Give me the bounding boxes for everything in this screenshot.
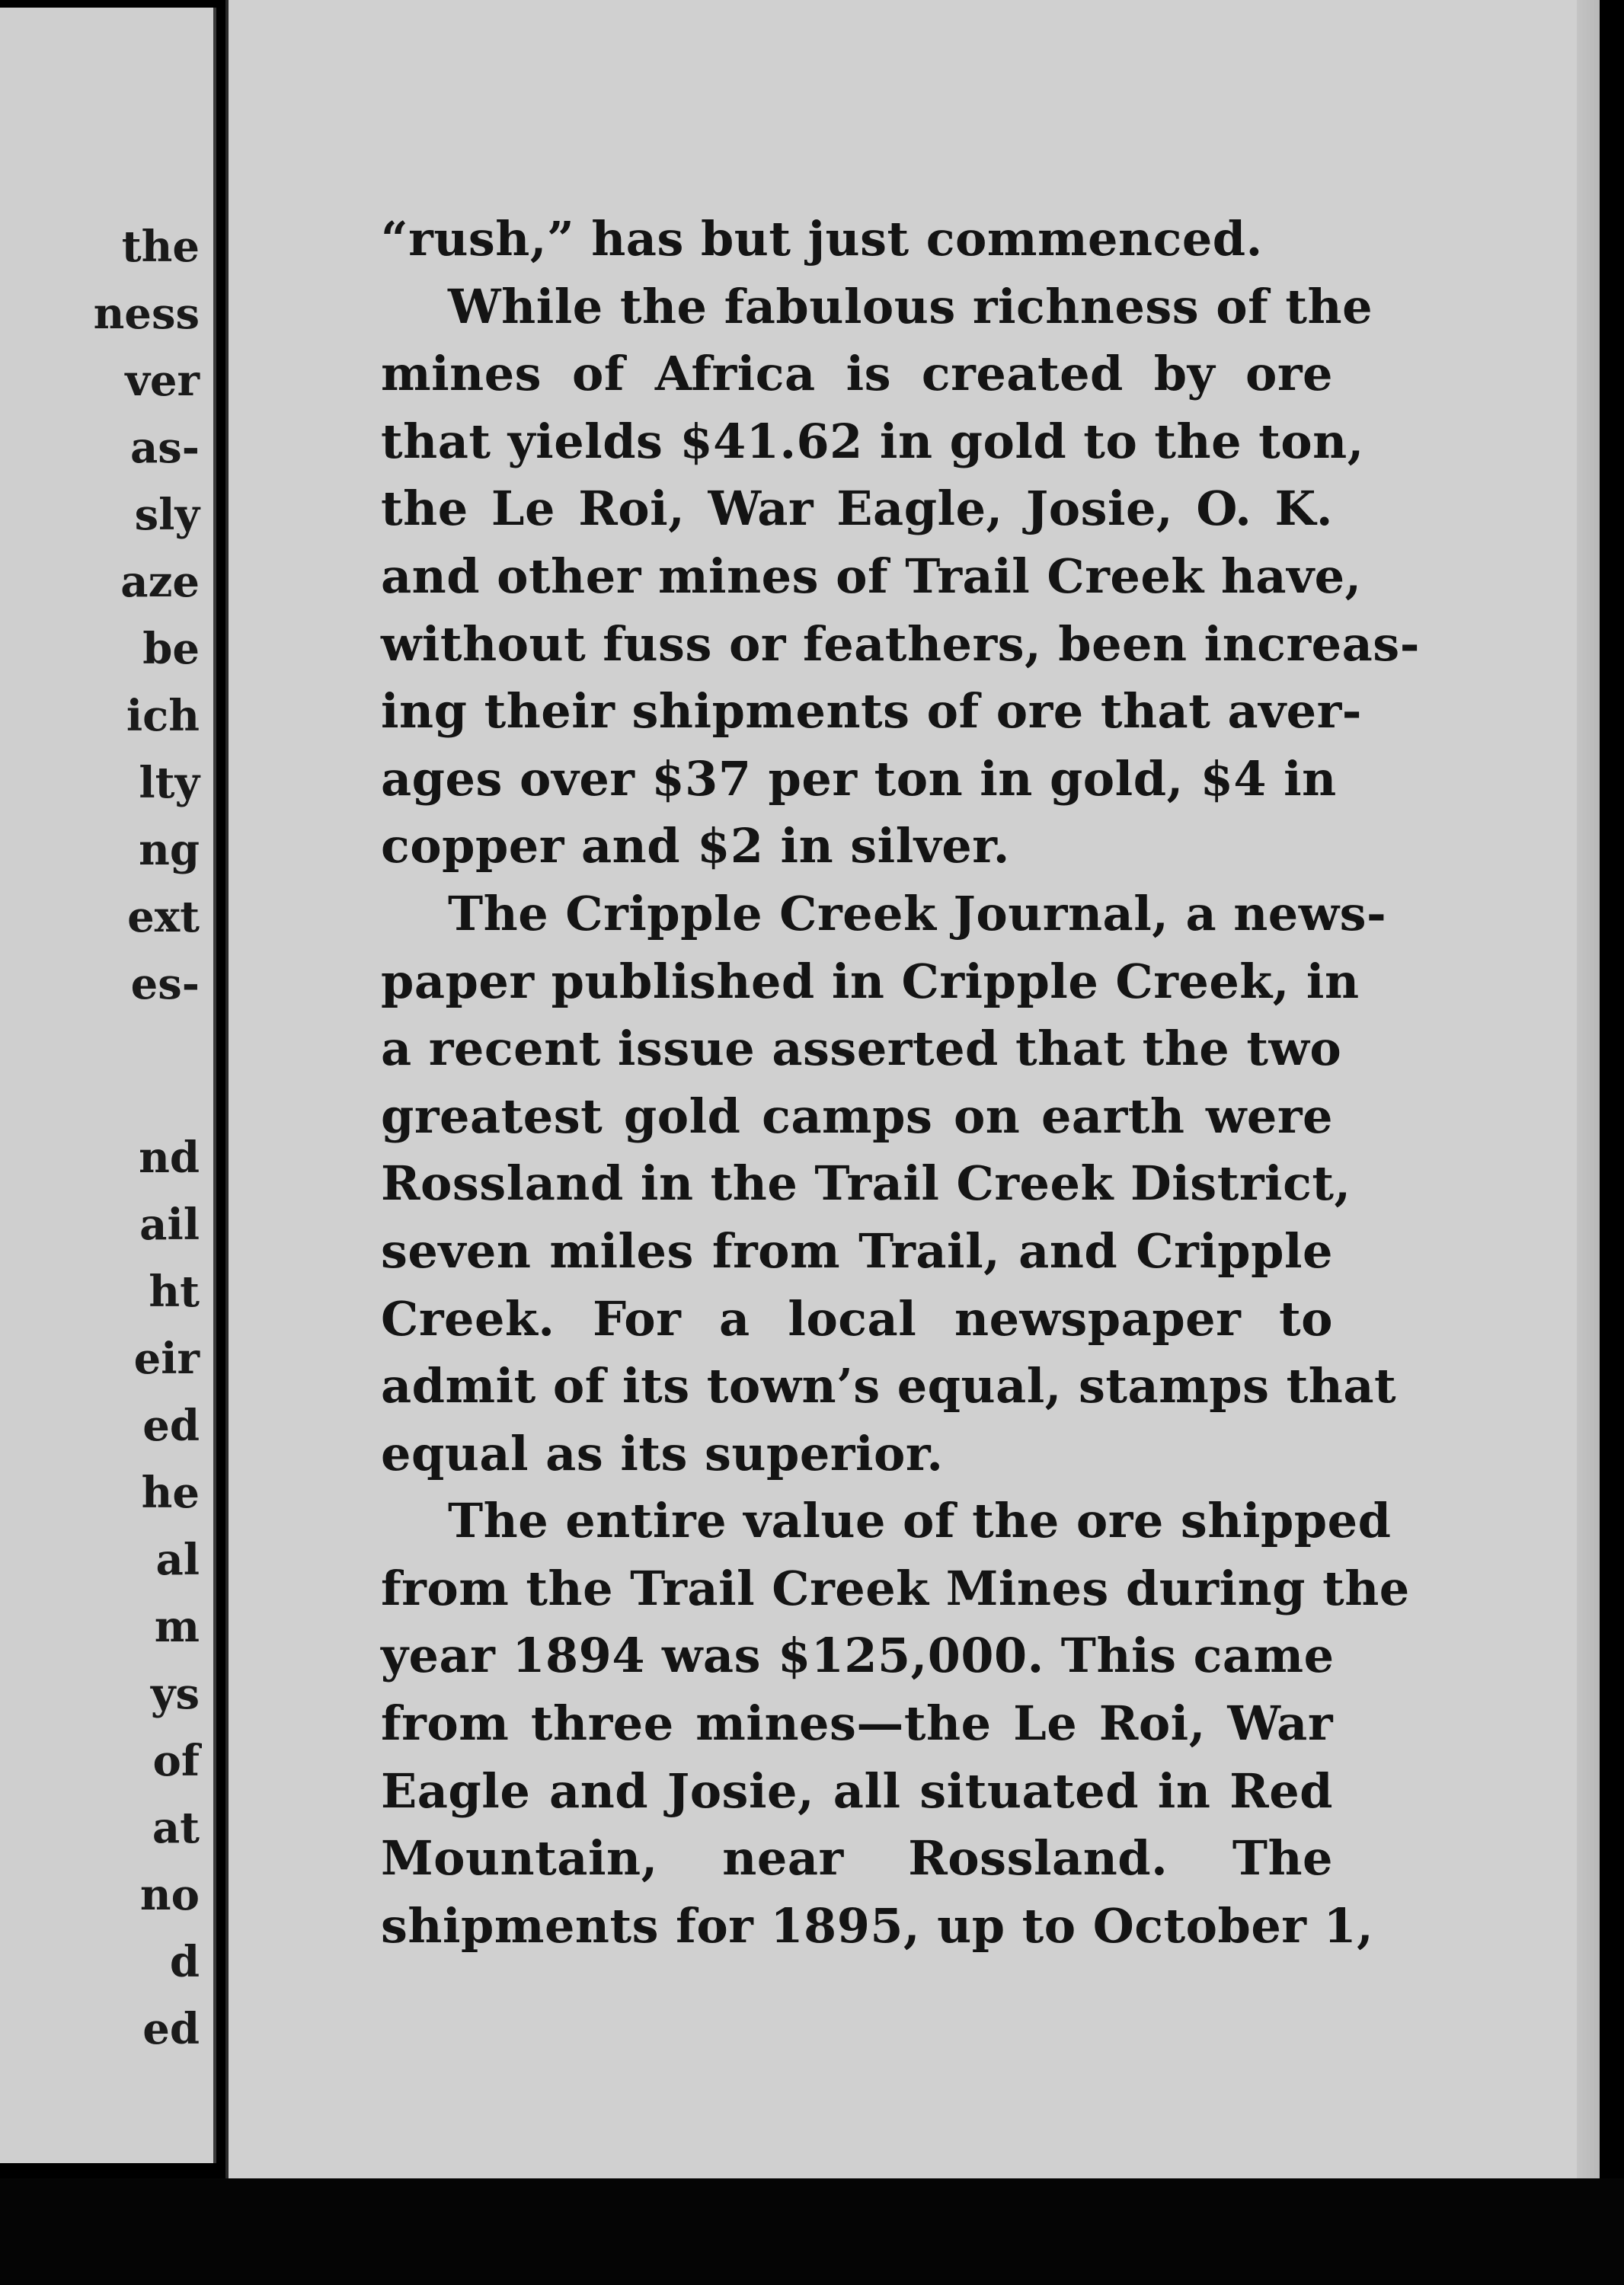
- left-fragment: d: [169, 1937, 200, 1987]
- text-line: Creek. For a local newspaper to: [381, 1290, 1333, 1347]
- paragraph-continuation: [381, 206, 1333, 273]
- scan-bottom-border: [0, 2178, 1624, 2285]
- text-line: The Cripple Creek Journal, a news-: [448, 885, 1387, 941]
- paragraph-africa-comparison: [381, 273, 1420, 880]
- left-fragment: sly: [134, 490, 200, 540]
- text-line: The entire value of the ore shipped: [448, 1493, 1392, 1549]
- text-line: copper and $2 in silver.: [381, 818, 1010, 874]
- text-line: While the fabulous richness of the: [448, 278, 1373, 334]
- left-fragment: eir: [133, 1334, 200, 1384]
- left-fragment: aze: [120, 557, 200, 607]
- text-line: greatest gold camps on earth were: [381, 1088, 1333, 1144]
- text-line: ing their shipments of ore that aver-: [381, 683, 1362, 740]
- left-fragment: at: [152, 1803, 200, 1853]
- left-fragment: ng: [139, 825, 200, 875]
- text-line: “rush,” has but just commenced.: [381, 211, 1263, 267]
- left-fragment: ail: [139, 1200, 200, 1250]
- left-fragment-gap: [0, 1018, 213, 1124]
- text-line: Eagle and Josie, all situated in Red: [381, 1762, 1333, 1819]
- left-fragment: no: [139, 1870, 200, 1920]
- text-line: the Le Roi, War Eagle, Josie, O. K.: [381, 481, 1333, 537]
- text-line: and other mines of Trail Creek have,: [381, 548, 1362, 604]
- paragraph-ore-shipments: [381, 1488, 1410, 1960]
- text-line: from the Trail Creek Mines during the: [381, 1560, 1410, 1616]
- left-fragment: ich: [126, 691, 200, 741]
- left-fragment: ness: [93, 289, 200, 339]
- text-line: without fuss or feathers, been increas-: [381, 615, 1420, 672]
- right-page: [225, 0, 1600, 2178]
- left-fragment: al: [155, 1535, 200, 1585]
- left-page: [0, 8, 216, 2163]
- text-line: Rossland in the Trail Creek District,: [381, 1155, 1351, 1212]
- text-line: seven miles from Trail, and Cripple: [381, 1222, 1333, 1279]
- left-fragment: he: [141, 1468, 200, 1518]
- left-fragment: the: [121, 222, 200, 272]
- text-line: a recent issue asserted that the two: [381, 1021, 1342, 1077]
- text-line: equal as its superior.: [381, 1425, 944, 1481]
- left-fragment: lty: [139, 758, 200, 808]
- text-line: year 1894 was $125,000. This came: [381, 1628, 1335, 1684]
- text-line: that yields $41.62 in gold to the ton,: [381, 413, 1364, 469]
- text-line: ages over $37 per ton in gold, $4 in: [381, 750, 1337, 807]
- text-line: shipments for 1895, up to October 1,: [381, 1897, 1374, 1954]
- text-line: from three mines—the Le Roi, War: [381, 1695, 1333, 1752]
- left-fragment: as-: [129, 423, 200, 473]
- text-line: Mountain, near Rossland. The: [381, 1830, 1333, 1887]
- text-line: paper published in Cripple Creek, in: [381, 953, 1360, 1009]
- left-fragment: ht: [149, 1267, 200, 1317]
- text-line: admit of its town’s equal, stamps that: [381, 1358, 1397, 1414]
- left-fragment: es-: [130, 959, 200, 1009]
- left-page-text-fragments: [0, 213, 213, 2063]
- left-fragment: ed: [142, 1401, 200, 1451]
- left-fragment: of: [152, 1736, 200, 1786]
- page-body-text: [381, 206, 1420, 1960]
- page-edge-shading: [1577, 0, 1600, 2178]
- left-fragment: ver: [125, 356, 200, 406]
- left-fragment: nd: [139, 1133, 200, 1183]
- left-fragment: be: [142, 624, 200, 674]
- left-fragment: ext: [127, 892, 200, 942]
- text-line: mines of Africa is created by ore: [381, 346, 1333, 402]
- left-fragment: ys: [150, 1669, 200, 1719]
- paragraph-cripple-creek-journal: [381, 880, 1397, 1488]
- left-fragment: ed: [142, 2004, 200, 2054]
- left-fragment: m: [154, 1602, 200, 1652]
